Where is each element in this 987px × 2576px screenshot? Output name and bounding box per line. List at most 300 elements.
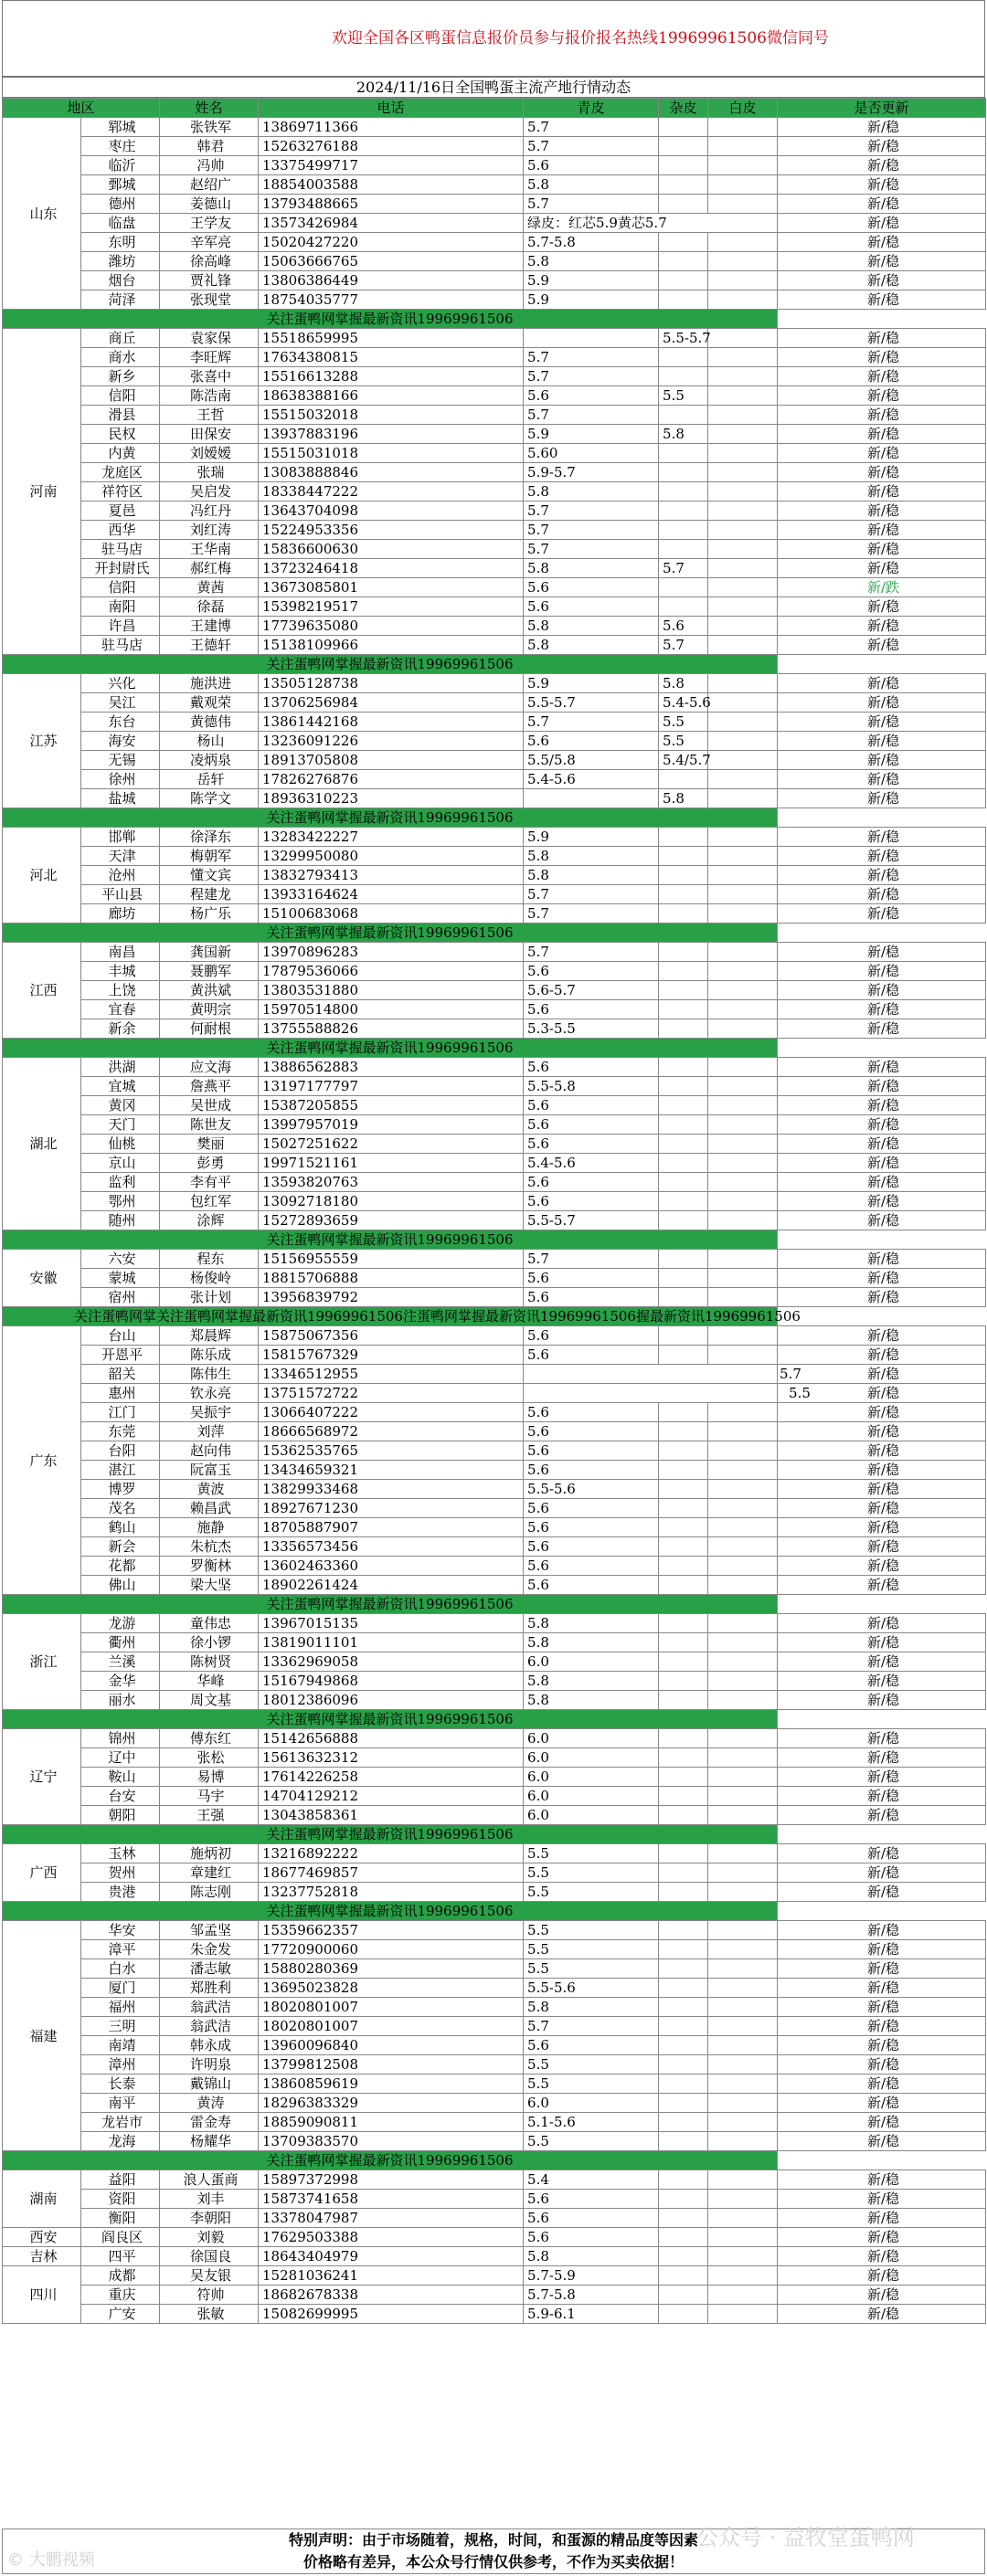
qingpi-cell: 5.7 xyxy=(524,195,659,214)
zapi-cell: 5.8 xyxy=(659,789,708,808)
status-cell: 新/稳 xyxy=(778,1768,986,1787)
banner-row xyxy=(3,2151,986,2170)
banner-row xyxy=(3,655,986,674)
name-cell: 詹燕平 xyxy=(160,1077,259,1096)
phone-cell: 18682678338 xyxy=(259,2286,524,2305)
name-cell: 田保安 xyxy=(160,425,259,444)
qingpi-cell: 5.1-5.6 xyxy=(524,2113,659,2132)
table-row xyxy=(3,1019,986,1039)
city-cell: 临沂 xyxy=(81,156,160,175)
city-cell: 南阳 xyxy=(81,597,160,617)
phone-cell: 15897372998 xyxy=(259,2170,524,2190)
baipi-cell xyxy=(708,1940,778,1959)
banner-row xyxy=(3,1039,986,1058)
zapi-cell xyxy=(659,137,708,156)
baipi-cell xyxy=(708,1537,778,1557)
table-row xyxy=(3,559,986,578)
baipi-cell xyxy=(708,1019,778,1039)
baipi-cell xyxy=(708,693,778,713)
province-cell: 广西 xyxy=(3,1844,81,1902)
name-cell: 刘萍 xyxy=(160,1422,259,1441)
name-cell: 陈世友 xyxy=(160,1115,259,1135)
name-cell: 吴友银 xyxy=(160,2266,259,2286)
zapi-cell xyxy=(659,195,708,214)
table-row xyxy=(3,578,986,597)
status-cell: 新/稳 xyxy=(778,1499,986,1518)
name-cell: 赖昌武 xyxy=(160,1499,259,1518)
table-row xyxy=(3,137,986,156)
qingpi-cell: 5.8 xyxy=(524,636,659,655)
table-row xyxy=(3,732,986,751)
baipi-cell xyxy=(708,252,778,271)
status-cell: 新/稳 xyxy=(778,885,986,904)
phone-cell: 13237752818 xyxy=(259,1883,524,1902)
city-cell: 滑县 xyxy=(81,406,160,425)
name-cell: 刘毅 xyxy=(160,2228,259,2247)
banner-text: 关注蛋鸭网掌握最新资讯19969961506 xyxy=(3,924,778,943)
name-cell: 吴启发 xyxy=(160,482,259,501)
city-cell: 衡阳 xyxy=(81,2209,160,2228)
zapi-cell xyxy=(659,2266,708,2286)
column-header-region: 地区 xyxy=(3,99,160,118)
zapi-cell xyxy=(659,290,708,310)
name-cell: 刘嫒嫒 xyxy=(160,444,259,463)
phone-cell: 15970514800 xyxy=(259,1000,524,1019)
city-cell: 东明 xyxy=(81,233,160,252)
zapi-cell xyxy=(659,597,708,617)
city-cell: 成都 xyxy=(81,2266,160,2286)
baipi-cell xyxy=(708,1998,778,2017)
status-cell: 新/稳 xyxy=(778,1576,986,1595)
zapi-cell xyxy=(659,1211,708,1230)
table-row xyxy=(3,866,986,885)
table-row xyxy=(3,1135,986,1154)
table-row xyxy=(3,1384,986,1403)
name-cell: 韩君 xyxy=(160,137,259,156)
baipi-cell xyxy=(708,2113,778,2132)
name-cell: 张现堂 xyxy=(160,290,259,310)
phone-cell: 13356573456 xyxy=(259,1537,524,1557)
phone-cell: 17614226258 xyxy=(259,1768,524,1787)
status-cell: 新/稳 xyxy=(778,674,986,693)
phone-cell: 15027251622 xyxy=(259,1135,524,1154)
city-cell: 台阳 xyxy=(81,1441,160,1461)
baipi-cell xyxy=(708,1959,778,1979)
phone-cell: 18296383329 xyxy=(259,2094,524,2113)
qingpi-cell: 5.9 xyxy=(524,674,659,693)
status-cell: 新/稳 xyxy=(778,1346,986,1365)
baipi-cell xyxy=(708,1921,778,1940)
zapi-cell xyxy=(659,1768,708,1787)
province-cell: 福建 xyxy=(3,1921,81,2151)
zapi-cell: 5.5 xyxy=(659,732,708,751)
table-row xyxy=(3,1979,986,1998)
zapi-cell xyxy=(659,1135,708,1154)
name-cell: 戴观荣 xyxy=(160,693,259,713)
qingpi-cell: 6.0 xyxy=(524,1768,659,1787)
phone-cell: 13083888846 xyxy=(259,463,524,482)
baipi-cell xyxy=(708,1576,778,1595)
qingpi-cell: 5.7 xyxy=(524,406,659,425)
phone-cell: 18638388166 xyxy=(259,386,524,406)
column-header-baipi: 白皮 xyxy=(708,99,778,118)
city-cell: 天津 xyxy=(81,847,160,866)
status-cell: 新/稳 xyxy=(778,521,986,540)
baipi-cell xyxy=(708,2247,778,2266)
status-cell: 新/稳 xyxy=(778,1135,986,1154)
status-cell: 新/稳 xyxy=(778,2228,986,2247)
status-cell: 新/稳 xyxy=(778,1096,986,1115)
phone-cell: 13751572722 xyxy=(259,1384,524,1403)
city-cell: 信阳 xyxy=(81,386,160,406)
table-row xyxy=(3,674,986,693)
status-cell: 新/稳 xyxy=(778,233,986,252)
city-cell: 湛江 xyxy=(81,1461,160,1480)
phone-cell: 13283422227 xyxy=(259,828,524,847)
zapi-cell xyxy=(659,2228,708,2247)
phone-cell: 13723246418 xyxy=(259,559,524,578)
province-cell: 河南 xyxy=(3,329,81,655)
status-cell: 新/稳 xyxy=(778,195,986,214)
phone-cell: 13960096840 xyxy=(259,2036,524,2055)
baipi-cell xyxy=(708,713,778,732)
banner-row xyxy=(3,1595,986,1614)
banner-row xyxy=(3,1230,986,1250)
city-cell: 民权 xyxy=(81,425,160,444)
status-cell: 新/稳 xyxy=(778,2170,986,2190)
zapi-cell xyxy=(659,406,708,425)
baipi-cell xyxy=(708,578,778,597)
baipi-cell xyxy=(708,981,778,1000)
city-cell: 驻马店 xyxy=(81,540,160,559)
qingpi-cell: 5.5 xyxy=(524,2075,659,2094)
header-box xyxy=(2,0,985,77)
status-cell: 新/稳 xyxy=(778,367,986,386)
city-cell: 上饶 xyxy=(81,981,160,1000)
zapi-cell xyxy=(659,1288,708,1307)
name-cell: 刘丰 xyxy=(160,2190,259,2209)
city-cell: 龙庭区 xyxy=(81,463,160,482)
name-cell: 冯帅 xyxy=(160,156,259,175)
table-row xyxy=(3,348,986,367)
baipi-cell xyxy=(708,636,778,655)
table-row xyxy=(3,482,986,501)
qingpi-cell: 5.7-5.8 xyxy=(524,2286,659,2305)
name-cell: 朱金发 xyxy=(160,1940,259,1959)
table-row xyxy=(3,2190,986,2209)
baipi-cell xyxy=(708,195,778,214)
zapi-cell xyxy=(659,1979,708,1998)
city-cell: 玉林 xyxy=(81,1844,160,1863)
baipi-cell xyxy=(708,175,778,195)
name-cell: 张瑞 xyxy=(160,463,259,482)
name-cell: 黄波 xyxy=(160,1480,259,1499)
table-row xyxy=(3,1058,986,1077)
table-row xyxy=(3,2170,986,2190)
phone-cell: 13997957019 xyxy=(259,1115,524,1135)
name-cell: 傅东红 xyxy=(160,1729,259,1748)
name-cell: 郑胜利 xyxy=(160,1979,259,1998)
city-cell: 漳平 xyxy=(81,1940,160,1959)
status-cell: 新/稳 xyxy=(778,214,986,233)
baipi-cell xyxy=(708,2286,778,2305)
baipi-cell xyxy=(708,828,778,847)
baipi-cell xyxy=(708,290,778,310)
zapi-cell xyxy=(659,2170,708,2190)
table-row xyxy=(3,156,986,175)
qingpi-cell: 5.6 xyxy=(524,1537,659,1557)
table-row xyxy=(3,962,986,981)
qingpi-cell: 5.8 xyxy=(524,2247,659,2266)
status-cell: 新/稳 xyxy=(778,1940,986,1959)
table-row xyxy=(3,329,986,348)
table-row xyxy=(3,1787,986,1806)
name-cell: 懂文宾 xyxy=(160,866,259,885)
zapi-cell xyxy=(659,2132,708,2151)
baipi-cell xyxy=(708,1614,778,1633)
zapi-cell xyxy=(659,1346,708,1365)
status-cell: 新/稳 xyxy=(778,444,986,463)
baipi-cell xyxy=(708,444,778,463)
phone-cell: 13043858361 xyxy=(259,1806,524,1825)
zapi-cell xyxy=(659,1154,708,1173)
status-cell: 新/稳 xyxy=(778,406,986,425)
city-cell: 夏邑 xyxy=(81,501,160,521)
qingpi-cell: 5.6 xyxy=(524,597,659,617)
qingpi-cell xyxy=(524,789,659,808)
phone-cell: 13886562883 xyxy=(259,1058,524,1077)
qingpi-cell: 5.7 xyxy=(524,348,659,367)
name-cell: 李有平 xyxy=(160,1173,259,1192)
status-cell: 新/稳 xyxy=(778,2305,986,2324)
zapi-cell xyxy=(659,1422,708,1441)
baipi-cell xyxy=(708,233,778,252)
table-row xyxy=(3,1768,986,1787)
status-cell: 新/稳 xyxy=(778,482,986,501)
city-cell: 东莞 xyxy=(81,1422,160,1441)
name-cell: 王建博 xyxy=(160,617,259,636)
zapi-cell xyxy=(659,1940,708,1959)
name-cell: 吴世成 xyxy=(160,1096,259,1115)
zapi-cell xyxy=(659,1441,708,1461)
name-cell: 杨山 xyxy=(160,732,259,751)
watermark-right: 公众号 · 益牧堂蛋鸭网 xyxy=(696,2525,915,2550)
zapi-cell xyxy=(659,463,708,482)
baipi-cell xyxy=(708,2094,778,2113)
phone-cell: 18754035777 xyxy=(259,290,524,310)
zapi-cell xyxy=(659,1998,708,2017)
status-cell: 新/稳 xyxy=(778,2209,986,2228)
city-cell: 长泰 xyxy=(81,2075,160,2094)
city-cell: 随州 xyxy=(81,1211,160,1230)
status-cell: 新/稳 xyxy=(778,751,986,770)
table-row xyxy=(3,2305,986,2324)
table-row xyxy=(3,847,986,866)
name-cell: 施静 xyxy=(160,1518,259,1537)
phone-cell: 13819011101 xyxy=(259,1633,524,1652)
qingpi-cell: 5.6 xyxy=(524,1557,659,1576)
name-cell: 聂鹏军 xyxy=(160,962,259,981)
phone-cell: 18902261424 xyxy=(259,1576,524,1595)
baipi-cell xyxy=(708,904,778,924)
zapi-cell xyxy=(659,233,708,252)
baipi-cell xyxy=(708,406,778,425)
city-cell: 商丘 xyxy=(81,329,160,348)
qingpi-cell: 5.8 xyxy=(524,866,659,885)
qingpi-cell: 6.0 xyxy=(524,2094,659,2113)
baipi-cell xyxy=(708,137,778,156)
baipi-cell xyxy=(708,521,778,540)
name-cell: 戴锦山 xyxy=(160,2075,259,2094)
phone-cell: 13933164624 xyxy=(259,885,524,904)
qingpi-cell: 5.6 xyxy=(524,962,659,981)
status-cell: 新/稳 xyxy=(778,693,986,713)
zapi-cell xyxy=(659,1691,708,1710)
city-cell: 菏泽 xyxy=(81,290,160,310)
table-row xyxy=(3,1000,986,1019)
baipi-cell xyxy=(708,1806,778,1825)
qingpi-cell: 5.8 xyxy=(524,1633,659,1652)
qingpi-cell: 5.6 xyxy=(524,1499,659,1518)
zapi-cell xyxy=(659,118,708,137)
phone-cell: 13346512955 xyxy=(259,1365,524,1384)
phone-cell: 18020801007 xyxy=(259,2017,524,2036)
name-cell: 黄涛 xyxy=(160,2094,259,2113)
qingpi-cell: 5.7 xyxy=(524,367,659,386)
zapi-cell xyxy=(659,962,708,981)
phone-cell: 15100683068 xyxy=(259,904,524,924)
province-cell: 湖南 xyxy=(3,2170,81,2228)
zapi-cell xyxy=(659,540,708,559)
status-cell: 新/稳 xyxy=(778,2036,986,2055)
qingpi-cell: 5.6 xyxy=(524,2209,659,2228)
banner-row xyxy=(3,1902,986,1921)
phone-cell: 13799812508 xyxy=(259,2055,524,2075)
city-cell: 佛山 xyxy=(81,1576,160,1595)
status-cell: 新/稳 xyxy=(778,2055,986,2075)
baipi-cell xyxy=(708,2055,778,2075)
baipi-cell xyxy=(708,1346,778,1365)
banner-row xyxy=(3,1825,986,1844)
zapi-cell xyxy=(659,1480,708,1499)
city-cell: 平山县 xyxy=(81,885,160,904)
qingpi-cell: 5.5 xyxy=(524,1863,659,1883)
name-cell: 李旺辉 xyxy=(160,348,259,367)
baipi-cell xyxy=(708,2209,778,2228)
name-cell: 翁武洁 xyxy=(160,2017,259,2036)
table-row xyxy=(3,636,986,655)
status-cell: 新/稳 xyxy=(778,1998,986,2017)
status-cell: 新/稳 xyxy=(778,1326,986,1346)
phone-cell: 13673085801 xyxy=(259,578,524,597)
table-row xyxy=(3,1326,986,1346)
name-cell: 罗衡林 xyxy=(160,1557,259,1576)
city-cell: 沧州 xyxy=(81,866,160,885)
status-cell: 新/稳 xyxy=(778,2190,986,2209)
city-cell: 辽中 xyxy=(81,1748,160,1768)
city-cell: 东台 xyxy=(81,713,160,732)
qingpi-cell: 5.6 xyxy=(524,386,659,406)
status-cell: 新/稳 xyxy=(778,1422,986,1441)
zapi-cell: 5.4/5.7 xyxy=(659,751,708,770)
name-cell: 张敏 xyxy=(160,2305,259,2324)
table-row xyxy=(3,1557,986,1576)
status-cell: 新/稳 xyxy=(778,1729,986,1748)
baipi-cell xyxy=(708,348,778,367)
baipi-cell xyxy=(708,2266,778,2286)
banner-text: 关注蛋鸭网掌握最新资讯19969961506 xyxy=(3,310,778,329)
column-header-updated: 是否更新 xyxy=(778,99,986,118)
qingpi-cell: 5.7 xyxy=(524,1365,778,1384)
name-cell: 王德轩 xyxy=(160,636,259,655)
qingpi-cell: 5.5 xyxy=(524,1921,659,1940)
zapi-cell: 5.5 xyxy=(659,713,708,732)
banner-text: 关注蛋鸭网掌握最新资讯19969961506 xyxy=(3,1825,778,1844)
status-cell: 新/稳 xyxy=(778,904,986,924)
baipi-cell xyxy=(708,751,778,770)
table-row xyxy=(3,1288,986,1307)
status-cell: 新/稳 xyxy=(778,732,986,751)
qingpi-cell: 5.8 xyxy=(524,1614,659,1633)
city-cell: 德州 xyxy=(81,195,160,214)
province-cell: 江西 xyxy=(3,943,81,1039)
baipi-cell xyxy=(708,2170,778,2190)
city-cell: 廊坊 xyxy=(81,904,160,924)
table-row xyxy=(3,1883,986,1902)
phone-cell: 15362535765 xyxy=(259,1441,524,1461)
qingpi-cell: 5.7-5.9 xyxy=(524,2266,659,2286)
phone-cell: 13806386449 xyxy=(259,271,524,290)
phone-cell: 15272893659 xyxy=(259,1211,524,1230)
name-cell: 陈树贤 xyxy=(160,1652,259,1672)
baipi-cell xyxy=(708,1480,778,1499)
city-cell: 开恩平 xyxy=(81,1346,160,1365)
qingpi-cell: 5.7 xyxy=(524,885,659,904)
table-row xyxy=(3,1998,986,2017)
zapi-cell xyxy=(659,1000,708,1019)
baipi-cell xyxy=(708,1403,778,1422)
name-cell: 赵向伟 xyxy=(160,1441,259,1461)
banner-text: 关注蛋鸭网掌握最新资讯19969961506 xyxy=(3,655,778,674)
zapi-cell xyxy=(659,2305,708,2324)
baipi-cell xyxy=(708,1422,778,1441)
qingpi-cell: 5.6 xyxy=(524,2190,659,2209)
phone-cell: 18012386096 xyxy=(259,1691,524,1710)
qingpi-cell: 5.6 xyxy=(524,2228,659,2247)
zapi-cell xyxy=(659,1557,708,1576)
banner-text: 关注蛋鸭网掌握最新资讯19969961506 xyxy=(3,1230,778,1250)
name-cell: 辛军亮 xyxy=(160,233,259,252)
zapi-cell xyxy=(659,156,708,175)
name-cell: 张松 xyxy=(160,1748,259,1768)
city-cell: 华安 xyxy=(81,1921,160,1940)
baipi-cell xyxy=(708,501,778,521)
status-cell: 新/稳 xyxy=(778,770,986,789)
baipi-cell xyxy=(708,1729,778,1748)
name-cell: 何耐根 xyxy=(160,1019,259,1039)
qingpi-cell: 5.9 xyxy=(524,271,659,290)
qingpi-cell: 5.8 xyxy=(524,847,659,866)
city-cell: 益阳 xyxy=(81,2170,160,2190)
status-cell: 新/稳 xyxy=(778,1748,986,1768)
status-cell: 新/稳 xyxy=(778,1652,986,1672)
city-cell: 衢州 xyxy=(81,1633,160,1652)
baipi-cell xyxy=(708,1883,778,1902)
name-cell: 施炳初 xyxy=(160,1844,259,1863)
table-row xyxy=(3,2017,986,2036)
qingpi-cell: 5.5-5.6 xyxy=(524,1979,659,1998)
phone-cell: 15515032018 xyxy=(259,406,524,425)
